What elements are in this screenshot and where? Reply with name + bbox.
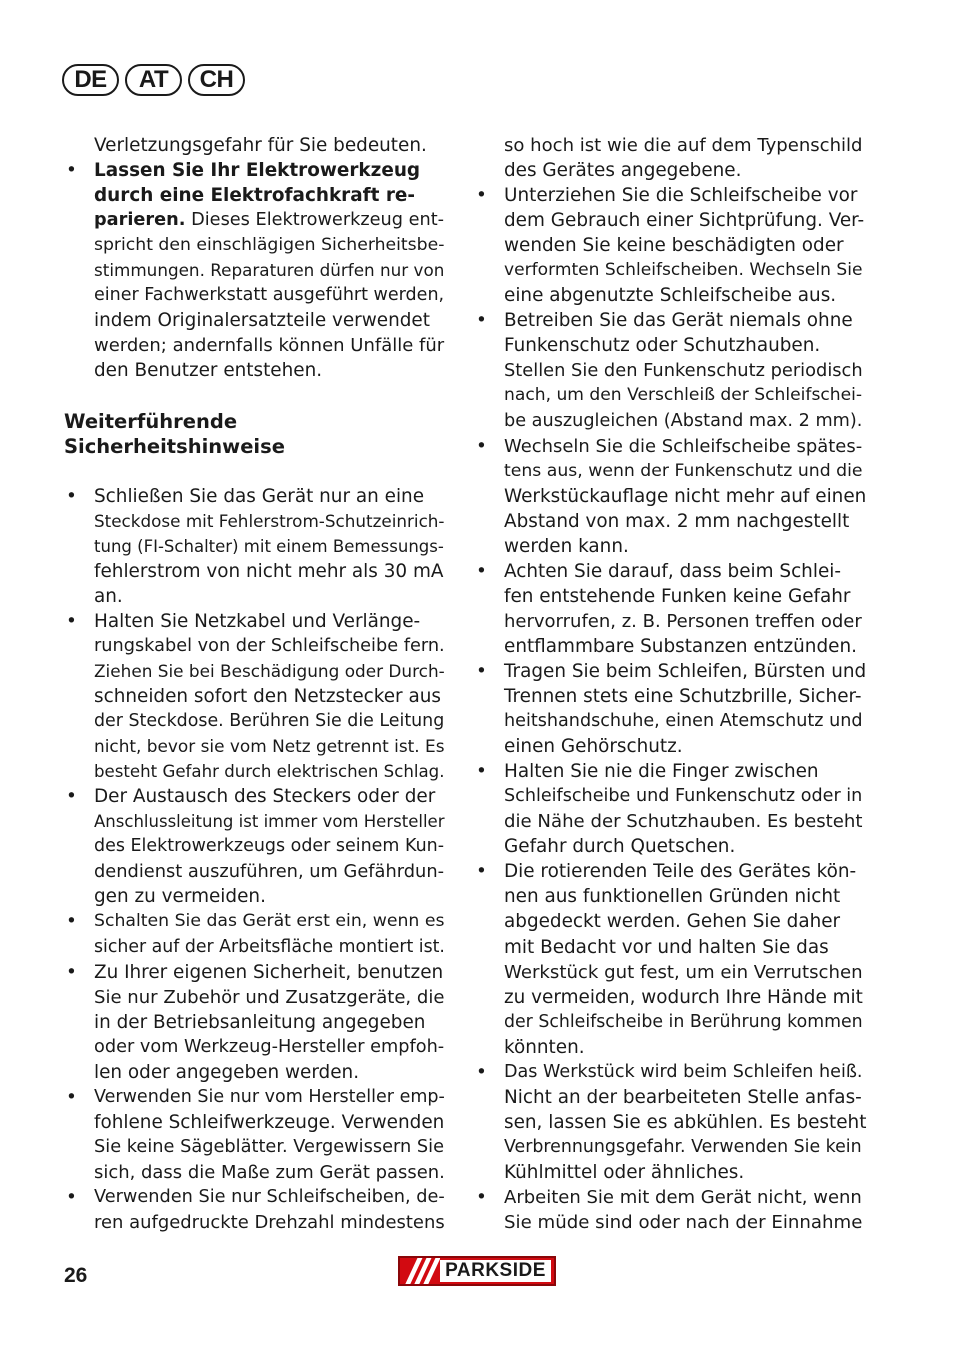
continued-text — [64, 133, 448, 158]
text-line: könnten. — [504, 1036, 585, 1058]
text-line: werden kann. — [504, 535, 629, 557]
list-item — [474, 308, 866, 433]
list-item — [64, 784, 448, 909]
text-line: stimmungen. Reparaturen dürfen nur von — [94, 260, 445, 281]
bullet-icon: • — [476, 310, 487, 332]
text-line: schneiden sofort den Netzstecker aus — [94, 686, 441, 708]
text-line: hervorrufen, z. B. Personen treffen oder — [504, 610, 862, 632]
heading-line: Sicherheitshinweise — [64, 434, 285, 458]
text-line: besteht Gefahr durch elektrischen Schlag. — [94, 762, 445, 782]
list-item — [474, 759, 866, 859]
bullet-icon: • — [66, 610, 77, 632]
text-line: Verwenden Sie nur Schleifscheiben, de- — [94, 1186, 445, 1207]
parkside-logo — [398, 1256, 556, 1286]
left-column — [64, 133, 448, 1235]
text-line: Achten Sie darauf, dass beim Schlei- — [504, 560, 842, 582]
text-line: tens aus, wenn der Funkenschutz und die — [504, 460, 863, 481]
bullet-icon: • — [66, 961, 77, 983]
text-line: oder vom Werkzeug-Hersteller empfoh- — [94, 1036, 445, 1057]
text-line: nicht, bevor sie vom Netz getrennt ist. Es — [94, 736, 445, 757]
text-line: Betreiben Sie das Gerät niemals ohne — [504, 310, 853, 332]
text-run: Dieses Elektrowerkzeug ent- — [185, 210, 445, 231]
list-item-repair — [64, 158, 448, 383]
text-line: tung (FI-Schalter) mit einem Bemessungs- — [94, 536, 444, 556]
text-line: Sie nur Zubehör und Zusatzgeräte, die — [94, 986, 445, 1008]
right-column — [474, 133, 866, 1235]
text-line: der Schleifscheibe in Berührung kommen — [504, 1011, 863, 1032]
text-line: entflammbare Substanzen entzünden. — [504, 635, 857, 657]
left-list — [64, 484, 448, 1235]
list-item — [64, 1185, 448, 1235]
bullet-icon: • — [66, 485, 77, 507]
text-line: sicher auf der Arbeitsfläche montiert ist. — [94, 936, 445, 957]
text-line: len oder angegeben werden. — [94, 1061, 360, 1083]
text-line: Der Austausch des Steckers oder der — [94, 786, 436, 808]
list-item — [64, 1085, 448, 1185]
text-line: rungskabel von der Schleifscheibe fern. — [94, 635, 445, 656]
text-line: nach, um den Verschleiß der Schleifschei- — [504, 385, 863, 406]
list-item — [474, 559, 866, 659]
list-item — [64, 609, 448, 784]
text-line: spricht den einschlägigen Sicherheitsbe- — [94, 235, 445, 256]
bullet-icon: • — [476, 861, 487, 883]
text-line: in der Betriebsanleitung angegeben — [94, 1011, 426, 1033]
text-line: ren aufgedruckte Drehzahl mindestens — [94, 1212, 445, 1234]
text-line: zu vermeiden, wodurch Ihre Hände mit — [504, 986, 863, 1008]
bullet-icon: • — [476, 185, 487, 207]
logo-slashes-icon — [400, 1258, 440, 1284]
text-line: Wechseln Sie die Schleifscheibe spätes- — [504, 435, 863, 457]
bold-text-line: durch eine Elektrofachkraft re- — [94, 185, 416, 207]
list-item — [474, 434, 866, 559]
text-line: Verletzungsgefahr für Sie bedeuten. — [94, 135, 427, 156]
text-line: abgedeckt werden. Gehen Sie daher — [504, 911, 841, 933]
text-line: wenden Sie keine beschädigten oder — [504, 235, 844, 257]
text-line: sen, lassen Sie es abkühlen. Es besteht — [504, 1111, 867, 1133]
text-line: des Elektrowerkzeugs oder seinem Kun- — [94, 836, 445, 857]
text-line: Nicht an der bearbeiteten Stelle anfas- — [504, 1086, 862, 1108]
text-line: einen Gehörschutz. — [504, 736, 683, 758]
text-line: die Nähe der Schutzhauben. Es besteht — [504, 811, 863, 833]
list-item — [474, 183, 866, 308]
text-line: Unterziehen Sie die Schleifscheibe vor — [504, 185, 858, 207]
list-item — [64, 909, 448, 959]
bullet-icon: • — [66, 911, 77, 933]
text-line: Ziehen Sie bei Beschädigung oder Durch- — [94, 660, 445, 681]
bullet-icon: • — [66, 1186, 77, 1208]
text-line: den Benutzer entstehen. — [94, 360, 323, 382]
text-line: eine abgenutzte Schleifscheibe aus. — [504, 285, 837, 307]
brand-name: PARKSIDE — [440, 1260, 551, 1282]
text-line: Schalten Sie das Gerät erst ein, wenn es — [94, 911, 445, 932]
text-line: sich, dass die Maße zum Gerät passen. — [94, 1161, 445, 1183]
list-item — [64, 960, 448, 1085]
heading-line: Weiterführende — [64, 409, 238, 433]
text-line: Schleifscheibe und Funkenschutz oder in — [504, 786, 863, 807]
text-line: dem Gebrauch einer Sichtprüfung. Ver- — [504, 210, 865, 232]
country-badge-ch: CH — [188, 64, 245, 96]
text-line: der Steckdose. Berühren Sie die Leitung — [94, 711, 445, 732]
text-line: heitshandschuhe, einen Atemschutz und — [504, 711, 863, 732]
text-line: Verwenden Sie nur vom Hersteller emp- — [94, 1086, 445, 1107]
text-line: einer Fachwerkstatt ausgeführt werden, — [94, 285, 445, 306]
page-number: 26 — [64, 1264, 88, 1287]
list-item — [474, 1060, 866, 1185]
text-line: fehlerstrom von nicht mehr als 30 mA — [94, 560, 444, 582]
bullet-icon: • — [476, 435, 487, 457]
list-item — [64, 484, 448, 609]
text-line: Werkstück gut fest, um ein Verrutschen — [504, 961, 863, 983]
bullet-icon: • — [66, 1086, 77, 1108]
list-item — [474, 1185, 866, 1235]
bullet-icon: • — [476, 1186, 487, 1208]
text-line: dendienst auszuführen, um Gefährdun- — [94, 861, 445, 883]
country-badges — [62, 64, 245, 96]
text-line: Halten Sie nie die Finger zwischen — [504, 761, 819, 783]
text-line: gen zu vermeiden. — [94, 886, 266, 908]
bullet-icon: • — [476, 1061, 487, 1083]
bullet-icon: • — [66, 160, 77, 182]
country-badge-de: DE — [62, 64, 119, 96]
text-line: Das Werkstück wird beim Schleifen heiß. — [504, 1061, 863, 1082]
bold-text-run: parieren. — [94, 210, 186, 231]
text-line: Zu Ihrer eigenen Sicherheit, benutzen — [94, 961, 444, 983]
text-line: werden; andernfalls können Unfälle für — [94, 335, 445, 357]
text-line: Anschlussleitung ist immer vom Hersteller — [94, 812, 445, 832]
text-line: Die rotierenden Teile des Gerätes kön- — [504, 861, 857, 883]
text-line: so hoch ist wie die auf dem Typenschild — [504, 135, 863, 156]
text-line: Werkstückauflage nicht mehr auf einen — [504, 485, 867, 507]
text-line: des Gerätes angegebene. — [504, 160, 742, 182]
list-item — [474, 859, 866, 1059]
text-line: Steckdose mit Fehlerstrom-Schutzeinrich- — [94, 510, 445, 531]
bullet-icon: • — [476, 660, 487, 682]
bold-text-line: Lassen Sie Ihr Elektrowerkzeug — [94, 160, 421, 182]
text-line: Arbeiten Sie mit dem Gerät nicht, wenn — [504, 1186, 862, 1208]
text-line: Kühlmittel oder ähnliches. — [504, 1161, 745, 1183]
text-line: fohlene Schleifwerkzeuge. Verwenden — [94, 1111, 445, 1133]
section-heading — [64, 409, 448, 459]
text-line: an. — [94, 585, 123, 607]
country-badge-at: AT — [125, 64, 182, 96]
text-line: Trennen stets eine Schutzbrille, Sicher- — [504, 686, 862, 708]
text-line: verformten Schleifscheiben. Wechseln Sie — [504, 260, 863, 281]
bullet-icon: • — [476, 560, 487, 582]
text-line: Sie keine Sägeblätter. Vergewissern Sie — [94, 1136, 444, 1157]
text-line: Tragen Sie beim Schleifen, Bürsten und — [504, 660, 867, 682]
text-line: Sie müde sind oder nach der Einnahme — [504, 1212, 863, 1234]
text-line: indem Originalersatzteile verwendet — [94, 310, 430, 332]
text-line: Schließen Sie das Gerät nur an eine — [94, 485, 425, 507]
text-line: Halten Sie Netzkabel und Verlänge- — [94, 610, 421, 632]
text-line: be auszugleichen (Abstand max. 2 mm). — [504, 410, 863, 431]
text-line: Verbrennungsgefahr. Verwenden Sie kein — [504, 1136, 862, 1157]
text-line: fen entstehende Funken keine Gefahr — [504, 585, 851, 607]
list-item — [474, 659, 866, 759]
bullet-icon: • — [476, 761, 487, 783]
bullet-icon: • — [66, 786, 77, 808]
text-line: nen aus funktionellen Gründen nicht — [504, 886, 841, 908]
text-line: Funkenschutz oder Schutzhauben. — [504, 335, 821, 357]
text-line: Stellen Sie den Funkenschutz periodisch — [504, 360, 863, 382]
text-line: Abstand von max. 2 mm nachgestellt — [504, 510, 850, 532]
text-line: Gefahr durch Quetschen. — [504, 836, 736, 858]
continued-text — [474, 133, 866, 183]
text-line: mit Bedacht vor und halten Sie das — [504, 936, 829, 958]
right-list — [474, 183, 866, 1235]
